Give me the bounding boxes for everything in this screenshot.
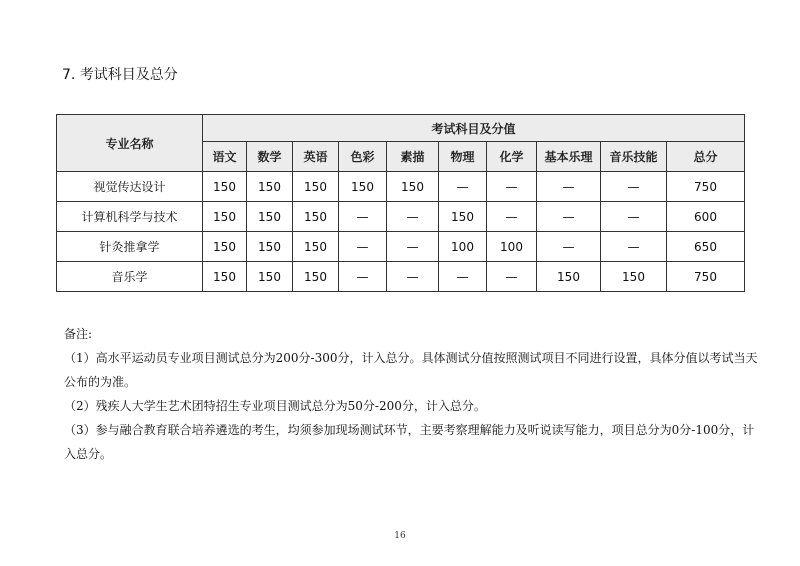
column-header: 素描 [387, 142, 439, 172]
score-cell: — [537, 172, 601, 202]
major-name-header: 专业名称 [57, 115, 203, 172]
score-cell: 100 [439, 232, 487, 262]
note-item-3: （3）参与融合教育联合培养遴选的考生，均须参加现场测试环节，主要考察理解能力及听说读写能力，项目总分为0分-100分，计入总分。 [64, 423, 755, 461]
score-cell: 150 [537, 262, 601, 292]
score-cell: 150 [203, 232, 247, 262]
column-header: 化学 [487, 142, 537, 172]
score-cell: 750 [667, 172, 745, 202]
score-cell: — [487, 262, 537, 292]
note-item-1: （1）高水平运动员专业项目测试总分为200分-300分，计入总分。具体测试分值按照测试项目不同进行设置，具体分值以考试当天公布的为准。 [64, 351, 758, 389]
subjects-table [56, 114, 745, 292]
column-header: 英语 [293, 142, 339, 172]
score-cell: — [487, 202, 537, 232]
score-cell: — [387, 232, 439, 262]
score-cell: 150 [247, 202, 293, 232]
score-cell: 150 [439, 202, 487, 232]
table-body [57, 172, 745, 292]
column-header: 数学 [247, 142, 293, 172]
table-row [57, 202, 745, 232]
score-cell: 600 [667, 202, 745, 232]
score-cell: 150 [293, 172, 339, 202]
score-cell: 150 [247, 172, 293, 202]
score-cell: 150 [247, 262, 293, 292]
score-cell: 100 [487, 232, 537, 262]
score-cell: 750 [667, 262, 745, 292]
table-row [57, 262, 745, 292]
score-cell: — [601, 232, 667, 262]
subjects-group-header: 考试科目及分值 [203, 115, 745, 142]
section-title: 7. 考试科目及总分 [62, 67, 178, 83]
table-row [57, 232, 745, 262]
score-cell: — [601, 172, 667, 202]
major-name-cell: 针灸推拿学 [57, 232, 203, 262]
score-cell: 150 [601, 262, 667, 292]
table-header-row-top [57, 115, 745, 142]
score-cell: 150 [293, 202, 339, 232]
notes-heading: 备注: [64, 327, 93, 341]
score-cell: — [387, 202, 439, 232]
score-cell: — [339, 232, 387, 262]
major-name-cell: 音乐学 [57, 262, 203, 292]
score-cell: 150 [203, 202, 247, 232]
note-item-2: （2）残疾人大学生艺术团特招生专业项目测试总分为50分-200分，计入总分。 [64, 399, 486, 413]
page-number: 16 [394, 531, 406, 541]
score-cell: — [487, 172, 537, 202]
score-cell: 150 [203, 172, 247, 202]
score-cell: 150 [247, 232, 293, 262]
score-cell: 150 [387, 172, 439, 202]
score-cell: — [537, 232, 601, 262]
column-header: 语文 [203, 142, 247, 172]
score-cell: 150 [339, 172, 387, 202]
table-row [57, 172, 745, 202]
score-cell: 150 [293, 262, 339, 292]
score-cell: — [537, 202, 601, 232]
score-cell: 650 [667, 232, 745, 262]
column-header: 音乐技能 [601, 142, 667, 172]
score-cell: — [439, 172, 487, 202]
score-cell: — [387, 262, 439, 292]
score-cell: — [339, 262, 387, 292]
score-cell: — [339, 202, 387, 232]
column-header: 总分 [667, 142, 745, 172]
score-cell: 150 [203, 262, 247, 292]
score-cell: 150 [293, 232, 339, 262]
score-cell: — [601, 202, 667, 232]
column-header: 色彩 [339, 142, 387, 172]
score-cell: — [439, 262, 487, 292]
major-name-cell: 视觉传达设计 [57, 172, 203, 202]
major-name-cell: 计算机科学与技术 [57, 202, 203, 232]
notes-section [64, 322, 764, 466]
column-header: 物理 [439, 142, 487, 172]
column-header: 基本乐理 [537, 142, 601, 172]
